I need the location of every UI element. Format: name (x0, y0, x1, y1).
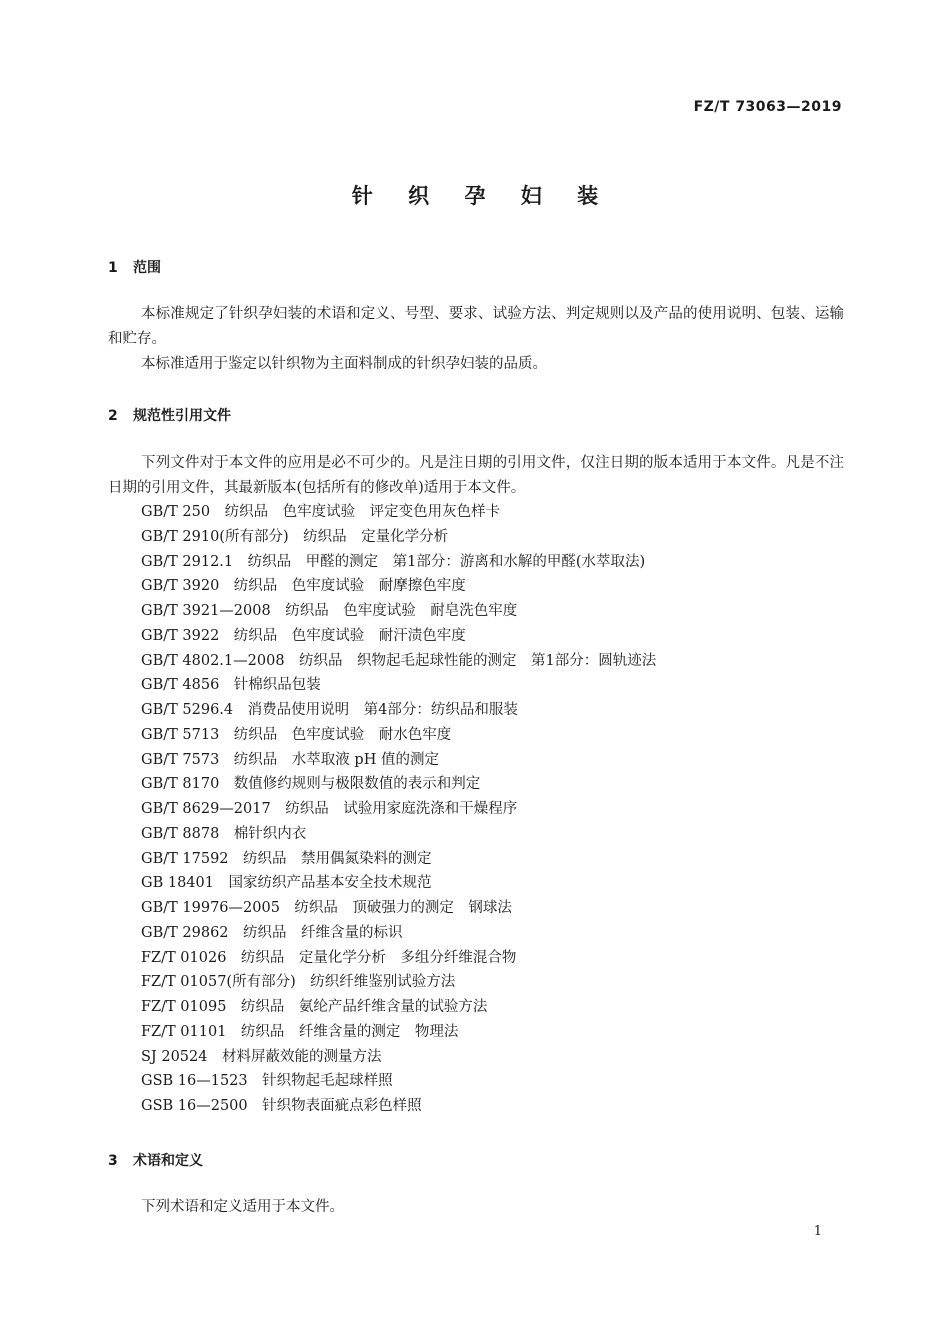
section-title: 规范性引用文件 (133, 408, 231, 424)
reference-item: GSB 16—2500 针织物表面疵点彩色样照 (141, 1098, 422, 1114)
reference-item: GB/T 4856 针棉织品包装 (141, 677, 321, 694)
document-title: 针 织 孕 妇 装 (351, 184, 613, 208)
reference-item: GB/T 2912.1 纺织品 甲醛的测定 第1部分：游离和水解的甲醛(水萃取法) (141, 553, 646, 570)
reference-item: GB/T 5296.4 消费品使用说明 第4部分：纺织品和服装 (141, 702, 518, 718)
reference-item: GB/T 8629—2017 纺织品 试验用家庭洗涤和干燥程序 (141, 801, 518, 817)
page-number: 1 (813, 1224, 822, 1239)
section-number: 1 (108, 260, 118, 276)
reference-item: SJ 20524 材料屏蔽效能的测量方法 (141, 1048, 382, 1065)
reference-item: GB/T 17592 纺织品 禁用偶氮染料的测定 (141, 850, 432, 867)
section-heading-terms (108, 1150, 203, 1170)
standard-number: FZ/T 73063—2019 (693, 99, 842, 115)
reference-item: GB/T 250 纺织品 色牢度试验 评定变色用灰色样卡 (141, 504, 501, 520)
section-title: 术语和定义 (133, 1153, 203, 1169)
section-heading-normative-references (108, 405, 231, 425)
references-intro: 下列文件对于本文件的应用是必不可少的。凡是注日期的引用文件，仅注日期的版本适用于本文件。凡是不注日期的引用文件，其最新版本(包括所有的修改单)适用于本文件。 (108, 455, 844, 496)
reference-item: FZ/T 01057(所有部分) 纺织纤维鉴别试验方法 (141, 974, 456, 991)
terms-intro: 下列术语和定义适用于本文件。 (141, 1199, 344, 1215)
reference-item: GB/T 8170 数值修约规则与极限数值的表示和判定 (141, 776, 481, 793)
reference-item: FZ/T 01026 纺织品 定量化学分析 多组分纤维混合物 (141, 949, 517, 966)
section-title: 范围 (133, 260, 161, 276)
reference-item: GB/T 3922 纺织品 色牢度试验 耐汗渍色牢度 (141, 627, 466, 644)
reference-item: GB/T 19976—2005 纺织品 顶破强力的测定 钢球法 (141, 900, 512, 916)
reference-item: GB/T 4802.1—2008 纺织品 织物起毛起球性能的测定 第1部分：圆轨迹法 (141, 652, 657, 669)
reference-item: GB/T 3921—2008 纺织品 色牢度试验 耐皂洗色牢度 (141, 603, 518, 619)
reference-item: GB/T 29862 纺织品 纤维含量的标识 (141, 924, 403, 941)
reference-item: FZ/T 01101 纺织品 纤维含量的测定 物理法 (141, 1023, 459, 1040)
reference-item: GB/T 3920 纺织品 色牢度试验 耐摩擦色牢度 (141, 578, 466, 595)
reference-item: GB/T 8878 棉针织内衣 (141, 825, 307, 842)
reference-item: GB/T 5713 纺织品 色牢度试验 耐水色牢度 (141, 726, 452, 743)
reference-item: FZ/T 01095 纺织品 氨纶产品纤维含量的试验方法 (141, 999, 488, 1015)
reference-item: GB/T 2910(所有部分) 纺织品 定量化学分析 (141, 528, 449, 545)
reference-item: GB/T 7573 纺织品 水萃取液 pH 值的测定 (141, 751, 439, 768)
reference-item: GSB 16—1523 针织物起毛起球样照 (141, 1073, 393, 1090)
reference-list (141, 500, 656, 1119)
scope-paragraph-1: 本标准规定了针织孕妇装的术语和定义、号型、要求、试验方法、判定规则以及产品的使用说明、包装、运输和贮存。 (108, 306, 844, 347)
reference-item: GB 18401 国家纺织产品基本安全技术规范 (141, 875, 432, 892)
section-heading-scope (108, 257, 161, 277)
section-number: 2 (108, 408, 118, 424)
section-number: 3 (108, 1153, 118, 1169)
scope-paragraph-2: 本标准适用于鉴定以针织物为主面料制成的针织孕妇装的品质。 (141, 356, 547, 372)
